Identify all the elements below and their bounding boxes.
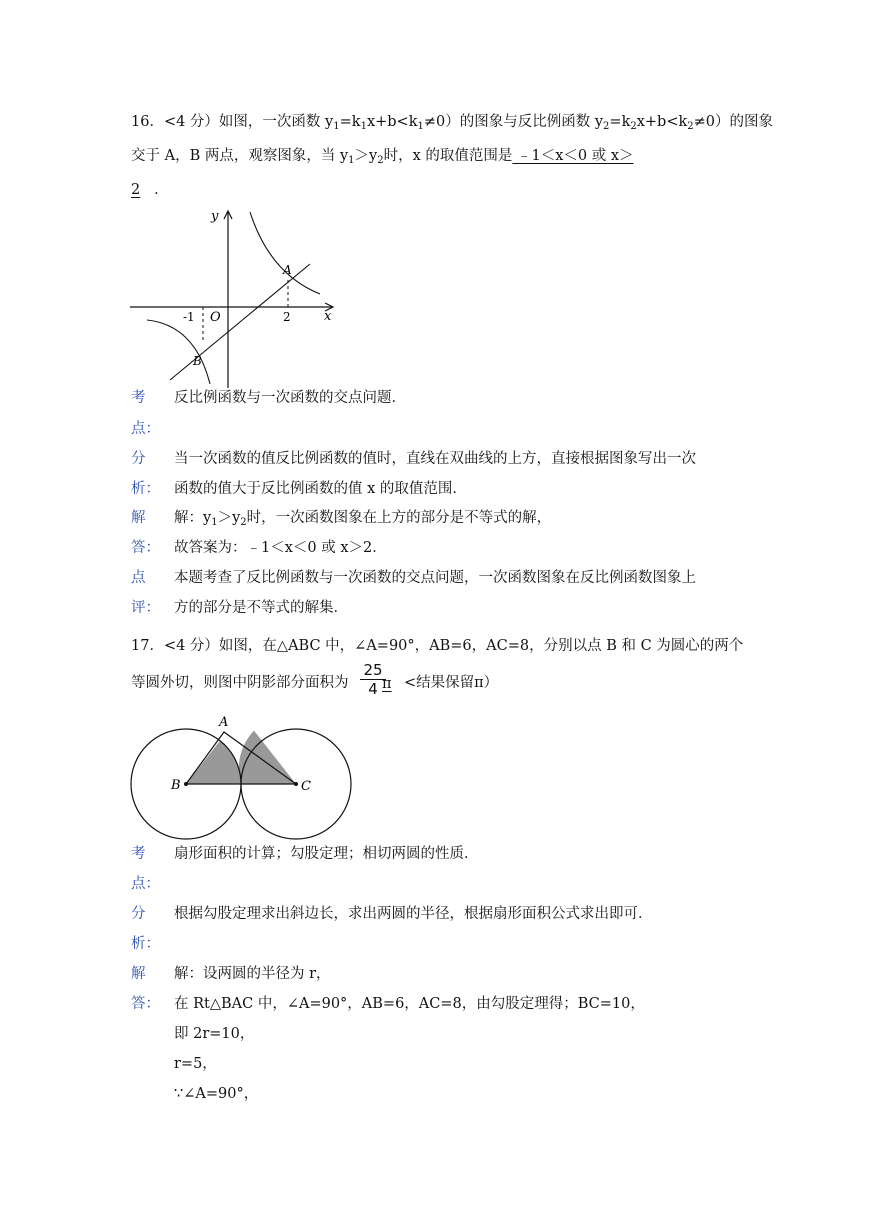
q16-stem-text: ≠0）的图象 — [693, 114, 774, 130]
label-jie: 解 — [131, 510, 146, 526]
q16-jieda-text: ＞y — [217, 510, 241, 526]
tick-label-two: 2 — [283, 310, 291, 324]
q16-dianping-line2: 方的部分是不等式的解集． — [174, 600, 348, 616]
subscript: 2 — [603, 121, 610, 132]
label-fen: 分 — [131, 451, 146, 467]
subscript: 2 — [630, 121, 637, 132]
q16-jieda-line2: 故答案为：﹣1＜x＜0 或 x＞2． — [174, 540, 387, 556]
label-xi: 析： — [131, 936, 160, 952]
subscript: 2 — [377, 155, 384, 166]
subscript: 2 — [687, 121, 694, 132]
label-da: 答： — [131, 996, 160, 1012]
q16-jieda-text: 解：y — [174, 510, 212, 526]
q17-jieda-line4: r=5， — [174, 1056, 217, 1072]
q17-stem-line2-end: <结果保留π） — [404, 675, 499, 691]
q16-fenxi-line2: 函数的值大于反比例函数的值 x 的取值范围． — [174, 481, 467, 497]
q17-fenxi-line1: 根据勾股定理求出斜边长，求出两圆的半径，根据扇形面积公式求出即可． — [174, 906, 653, 922]
point-a-label: A — [283, 263, 292, 277]
hyperbola-branch-right — [250, 212, 320, 294]
q17-stem-line2: 等圆外切，则图中阴影部分面积为 — [131, 675, 349, 691]
q17-jieda-line5: ∵∠A=90°， — [174, 1086, 259, 1102]
label-dian: 点： — [131, 876, 160, 892]
tick-label-neg-one: -1 — [183, 310, 195, 324]
q17-stem-line1: 17．<4 分）如图，在△ABC 中，∠A=90°，AB=6，AC=8，分别以点 B 和 C 为圆心的两个 — [131, 638, 744, 654]
label-dian2: 点 — [131, 570, 146, 586]
y-axis-label: y — [211, 209, 219, 224]
label-fen: 分 — [131, 906, 146, 922]
q16-stem-text: x+b<k — [366, 114, 418, 130]
q17-circles-figure — [125, 710, 360, 840]
point-c-label: C — [301, 779, 311, 794]
q16-stem-text: 交于 A，B 两点，观察图象，当 y — [131, 148, 349, 164]
q17-jieda-line1: 解：设两圆的半径为 r， — [174, 966, 331, 982]
q16-stem-text: 时，x 的取值范围是 — [383, 148, 513, 164]
q16-stem-text: ＞y — [354, 148, 378, 164]
q16-answer-blank: ﹣1＜x＜0 或 x＞ — [512, 148, 634, 164]
point-a-label: A — [219, 715, 229, 730]
subscript: 1 — [211, 517, 218, 528]
subscript: 1 — [348, 155, 355, 166]
fraction-denominator: 4 — [368, 680, 378, 698]
label-da: 答： — [131, 540, 160, 556]
q17-kaodian-text: 扇形面积的计算；勾股定理；相切两圆的性质． — [174, 846, 479, 862]
label-dian: 点： — [131, 421, 160, 437]
label-ping: 评： — [131, 600, 160, 616]
q16-stem-line3 — [131, 180, 169, 200]
q16-stem-text: 16．<4 分）如图，一次函数 y — [131, 114, 334, 130]
subscript: 1 — [417, 121, 424, 132]
q16-stem-text: ． — [154, 182, 169, 198]
q16-jieda-text: 时，一次函数图象在上方的部分是不等式的解， — [246, 510, 552, 526]
q17-answer-pi: π — [382, 676, 392, 692]
q16-stem-line2 — [131, 146, 634, 171]
origin-label: O — [210, 310, 221, 325]
label-xi: 析： — [131, 481, 160, 497]
center-point-b — [184, 782, 188, 786]
label-kao: 考 — [131, 846, 146, 862]
q16-stem-text: =k — [339, 114, 361, 130]
subscript: 2 — [240, 517, 247, 528]
hyperbola-branch-left — [147, 320, 210, 384]
q16-dianping-line1: 本题考查了反比例函数与一次函数的交点问题，一次函数图象在反比例函数图象上 — [174, 570, 696, 586]
fraction-numerator: 25 — [360, 662, 386, 680]
q16-stem-text: =k — [609, 114, 631, 130]
q17-jieda-line3: 即 2r=10， — [174, 1026, 255, 1042]
q16-stem-text: x+b<k — [636, 114, 688, 130]
subscript: 1 — [333, 121, 340, 132]
center-point-c — [294, 782, 298, 786]
point-b-label: B — [171, 778, 181, 793]
point-b-label: B — [193, 354, 202, 368]
q16-function-graph — [125, 200, 350, 390]
label-kao: 考 — [131, 390, 146, 406]
q16-fenxi-line1: 当一次函数的值反比例函数的值时，直线在双曲线的上方，直接根据图象写出一次 — [174, 451, 696, 467]
label-jie: 解 — [131, 966, 146, 982]
q16-jieda-line1 — [174, 508, 551, 533]
q16-answer-blank-cont: 2 — [131, 182, 141, 198]
q16-stem-text: ≠0）的图象与反比例函数 y — [423, 114, 604, 130]
x-axis-label: x — [324, 309, 332, 324]
q16-stem-line1 — [131, 112, 773, 137]
subscript: 1 — [360, 121, 367, 132]
q16-kaodian-text: 反比例函数与一次函数的交点问题． — [174, 390, 406, 406]
q17-jieda-line2: 在 Rt△BAC 中，∠A=90°，AB=6，AC=8，由勾股定理得；BC=10， — [174, 996, 645, 1012]
